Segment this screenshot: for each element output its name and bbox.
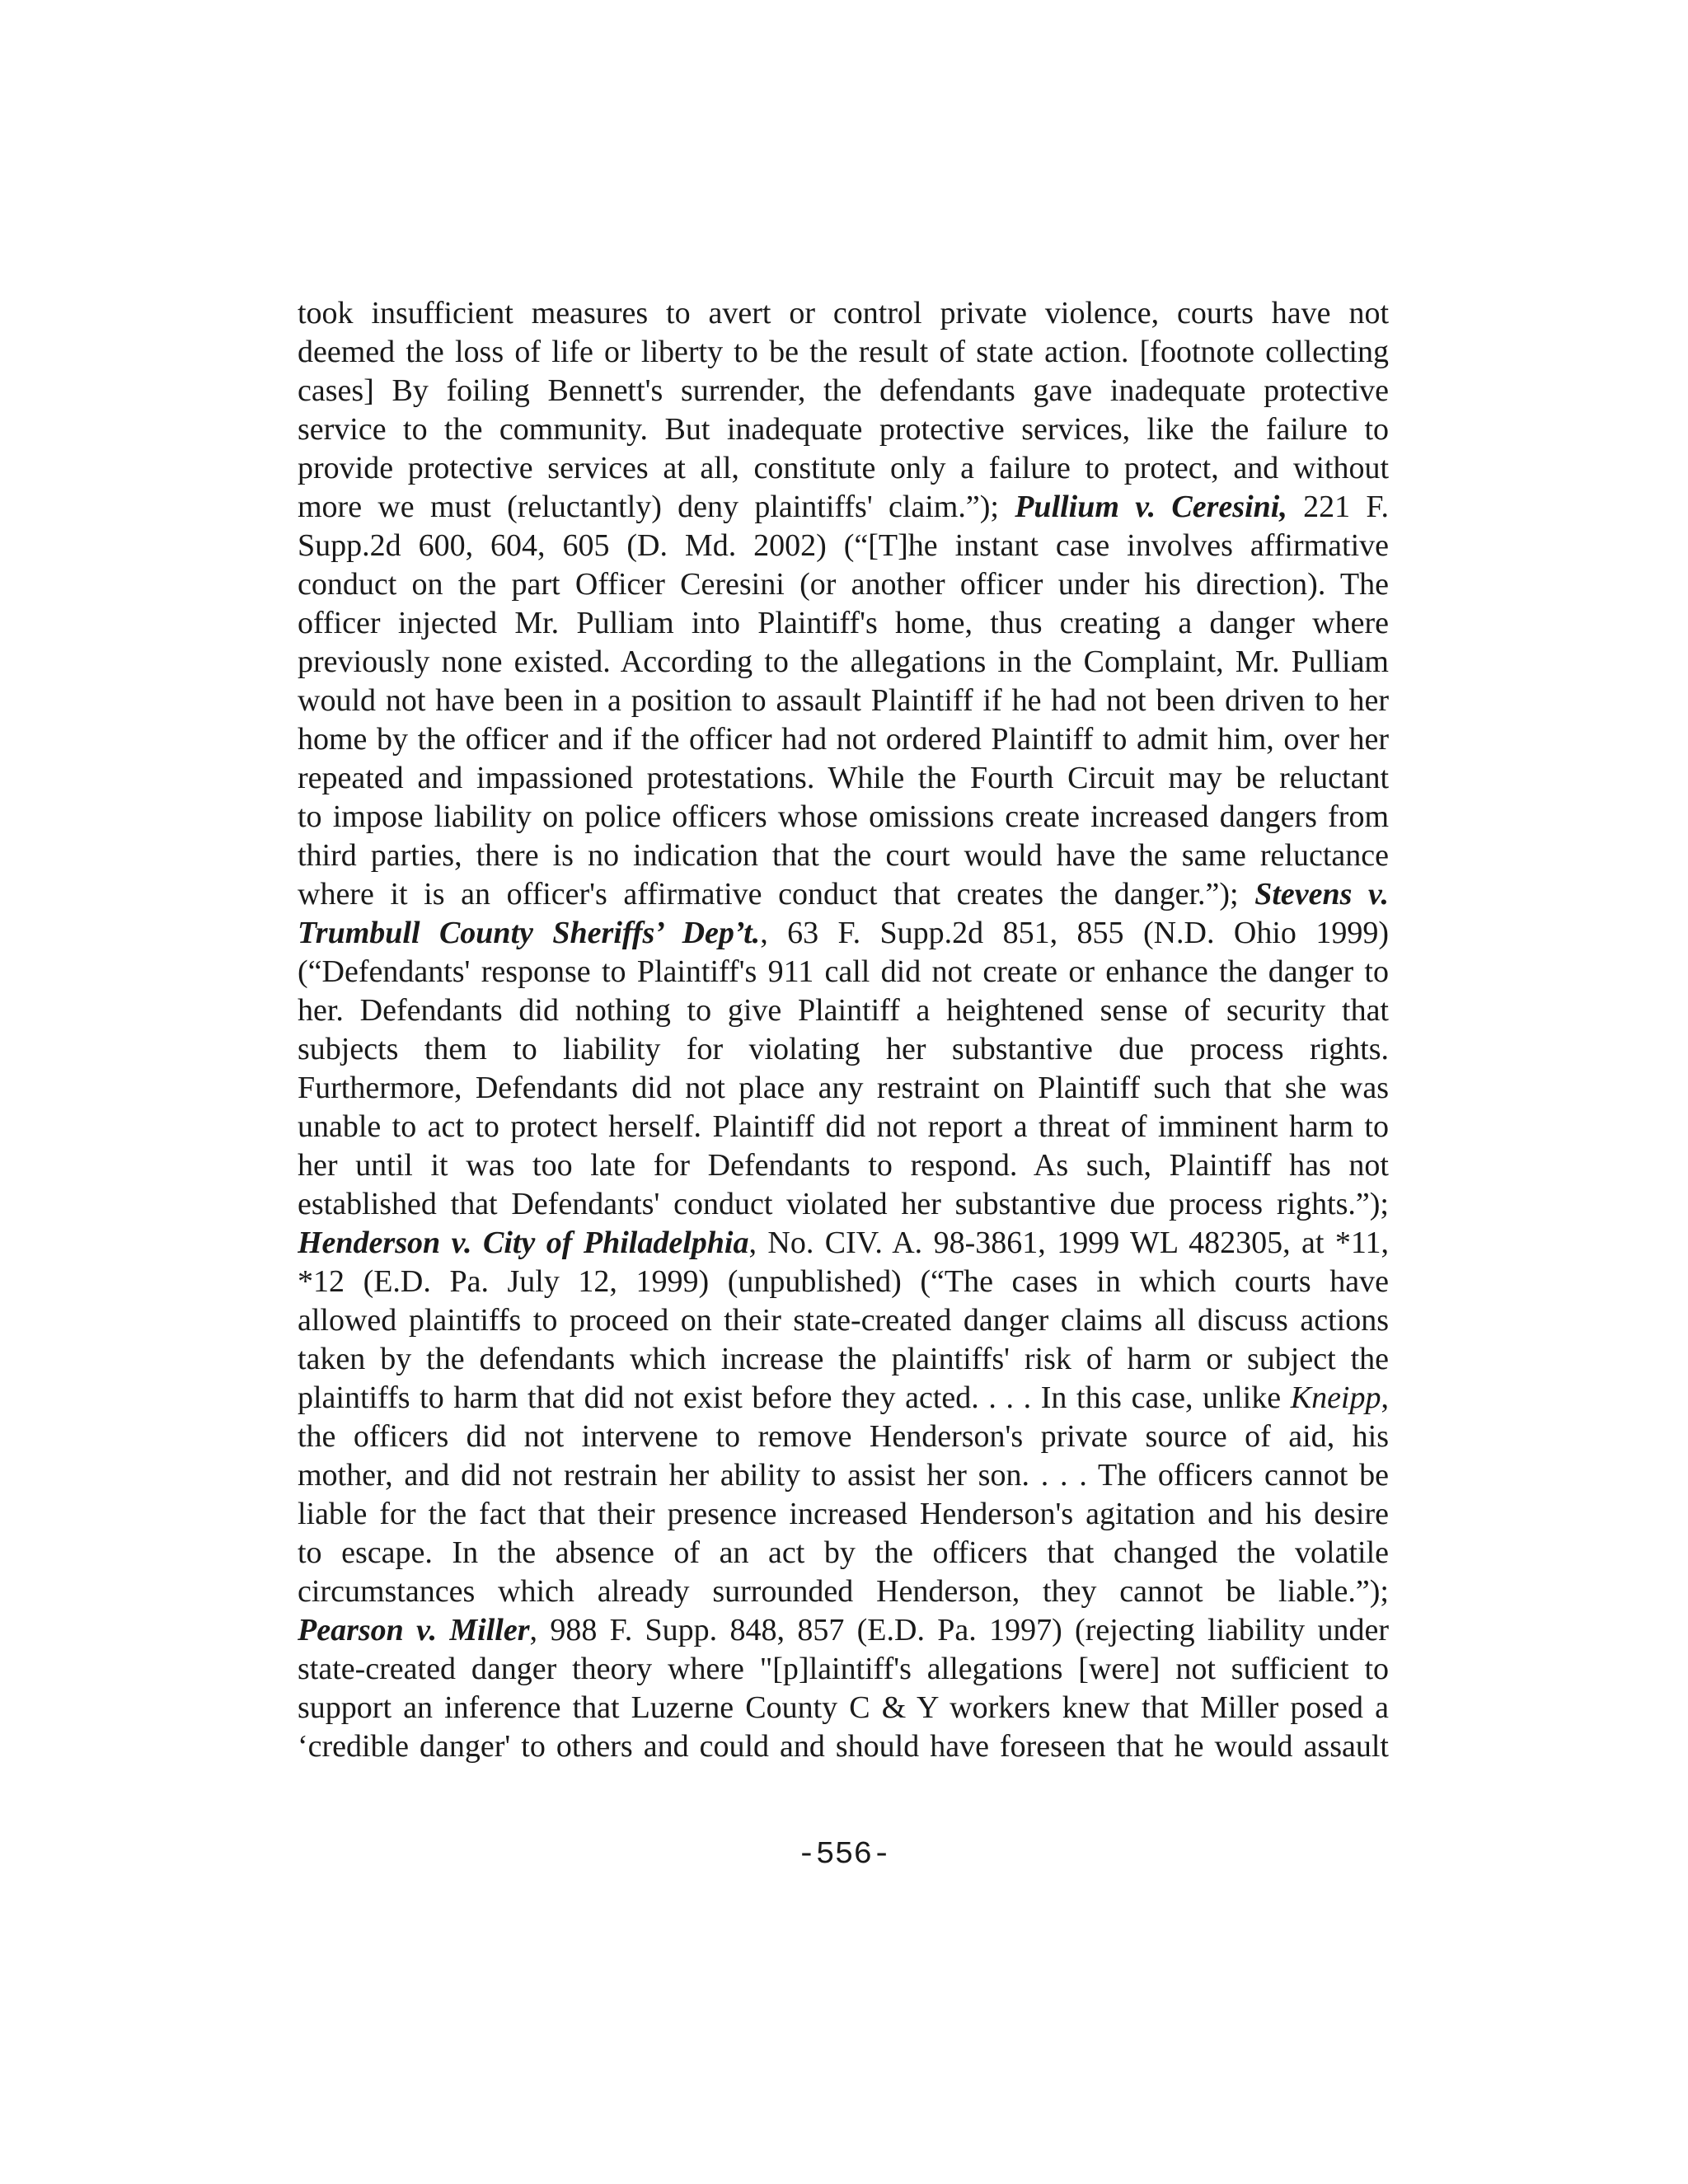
text-line [298, 1224, 1389, 1263]
text-line [298, 1108, 1389, 1146]
case-citation: Stevens v. [1254, 877, 1389, 912]
text-run: ‘credible danger' to others and could and should have foreseen that he would assault [298, 1729, 1389, 1764]
text-line [298, 991, 1389, 1030]
text-run: to impose liability on police officers whose omissions create increased dangers from [298, 799, 1389, 834]
text-line [298, 527, 1389, 565]
text-run: taken by the defendants which increase the plaintiffs' risk of harm or subject the [298, 1342, 1389, 1376]
text-line [298, 449, 1389, 488]
case-citation: Pullium v. Ceresini, [1015, 490, 1287, 524]
text-line [298, 1611, 1389, 1650]
text-run: plaintiffs to harm that did not exist before they acted. . . . In this case, unlike [298, 1380, 1291, 1415]
text-run: mother, and did not restrain her ability to assist her son. . . . The officers cannot be [298, 1458, 1389, 1493]
text-line [298, 837, 1389, 875]
text-line [298, 1495, 1389, 1534]
case-citation: Henderson v. City of Philadelphia [298, 1226, 749, 1260]
text-run: , 988 F. Supp. 848, 857 (E.D. Pa. 1997) (rejecting liability under [529, 1613, 1389, 1647]
text-line [298, 1185, 1389, 1224]
case-citation: Pearson v. Miller [298, 1613, 530, 1647]
text-line [298, 953, 1389, 991]
text-run: Supp.2d 600, 604, 605 (D. Md. 2002) (“[T]he instant case involves affirmative [298, 528, 1389, 563]
text-run: , 63 F. Supp.2d 851, 855 (N.D. Ohio 1999) [760, 916, 1389, 950]
text-run: would not have been in a position to assault Plaintiff if he had not been driven to her [298, 683, 1389, 718]
text-run: state-created danger theory where "[p]laintiff's allegations [were] not sufficient to [298, 1652, 1389, 1686]
body-text [298, 294, 1389, 1766]
text-run: established that Defendants' conduct violated her substantive due process rights.”); [298, 1187, 1389, 1221]
text-line [298, 1340, 1389, 1379]
text-run: the officers did not intervene to remove Henderson's private source of aid, his [298, 1419, 1389, 1454]
text-run: , [1381, 1380, 1389, 1415]
text-line [298, 565, 1389, 604]
text-line [298, 1572, 1389, 1611]
text-line [298, 333, 1389, 372]
text-run: circumstances which already surrounded Henderson, they cannot be liable.”); [298, 1574, 1389, 1609]
text-run: previously none existed. According to the allegations in the Complaint, Mr. Pulliam [298, 644, 1389, 679]
text-line [298, 294, 1389, 333]
text-run: unable to act to protect herself. Plaintiff did not report a threat of imminent harm to [298, 1109, 1389, 1144]
text-run: (“Defendants' response to Plaintiff's 911 call did not create or enhance the danger to [298, 954, 1389, 989]
text-line [298, 604, 1389, 643]
text-run: allowed plaintiffs to proceed on their state-created danger claims all discuss actions [298, 1303, 1389, 1338]
text-line [298, 798, 1389, 837]
text-run: home by the officer and if the officer had not ordered Plaintiff to admit him, over her [298, 722, 1389, 757]
text-run: officer injected Mr. Pulliam into Plaintiff's home, thus creating a danger where [298, 606, 1389, 640]
text-line [298, 1650, 1389, 1689]
text-line [298, 720, 1389, 759]
text-run: took insufficient measures to avert or control private violence, courts have not [298, 296, 1389, 330]
text-run: more we must (reluctantly) deny plaintiffs' claim.”); [298, 490, 1015, 524]
text-run: to escape. In the absence of an act by the officers that changed the volatile [298, 1535, 1389, 1570]
text-line [298, 682, 1389, 720]
text-line [298, 488, 1389, 527]
text-run: provide protective services at all, constitute only a failure to protect, and without [298, 451, 1389, 485]
text-run: deemed the loss of life or liberty to be the result of state action. [footnote collecting [298, 335, 1389, 369]
case-citation: Kneipp [1290, 1380, 1381, 1415]
text-line [298, 643, 1389, 682]
text-line [298, 1030, 1389, 1069]
text-run: , No. CIV. A. 98-3861, 1999 WL 482305, at *11, [748, 1226, 1389, 1260]
text-line [298, 1069, 1389, 1108]
text-run: Furthermore, Defendants did not place any restraint on Plaintiff such that she was [298, 1071, 1389, 1105]
text-run: conduct on the part Officer Ceresini (or another officer under his direction). The [298, 567, 1389, 602]
text-run: cases] By foiling Bennett's surrender, the defendants gave inadequate protective [298, 373, 1389, 408]
text-run: 221 F. [1287, 490, 1389, 524]
text-line [298, 410, 1389, 449]
text-run: support an inference that Luzerne County C & Y workers knew that Miller posed a [298, 1690, 1389, 1725]
text-line [298, 1456, 1389, 1495]
text-run: *12 (E.D. Pa. July 12, 1999) (unpublished) (“The cases in which courts have [298, 1264, 1389, 1299]
case-citation: Trumbull County Sheriffs’ Dep’t. [298, 916, 761, 950]
text-run: service to the community. But inadequate protective services, like the failure to [298, 412, 1389, 447]
text-line [298, 1146, 1389, 1185]
text-run: where it is an officer's affirmative conduct that creates the danger.”); [298, 877, 1255, 912]
text-line [298, 875, 1389, 914]
text-line [298, 1301, 1389, 1340]
text-line [298, 1689, 1389, 1727]
text-run: her until it was too late for Defendants to respond. As such, Plaintiff has not [298, 1148, 1389, 1183]
text-line [298, 1727, 1389, 1766]
text-run: repeated and impassioned protestations. While the Fourth Circuit may be reluctant [298, 761, 1389, 795]
text-line [298, 372, 1389, 410]
text-line [298, 914, 1389, 953]
text-run: liable for the fact that their presence increased Henderson's agitation and his desire [298, 1497, 1389, 1531]
text-line [298, 1379, 1389, 1418]
text-run: third parties, there is no indication that the court would have the same reluctance [298, 838, 1389, 873]
text-line [298, 1534, 1389, 1572]
text-line [298, 1418, 1389, 1456]
text-run: her. Defendants did nothing to give Plaintiff a heightened sense of security that [298, 993, 1389, 1028]
page-number: -556- [796, 1837, 892, 1872]
text-line [298, 759, 1389, 798]
text-line [298, 1263, 1389, 1301]
text-run: subjects them to liability for violating her substantive due process rights. [298, 1032, 1389, 1066]
